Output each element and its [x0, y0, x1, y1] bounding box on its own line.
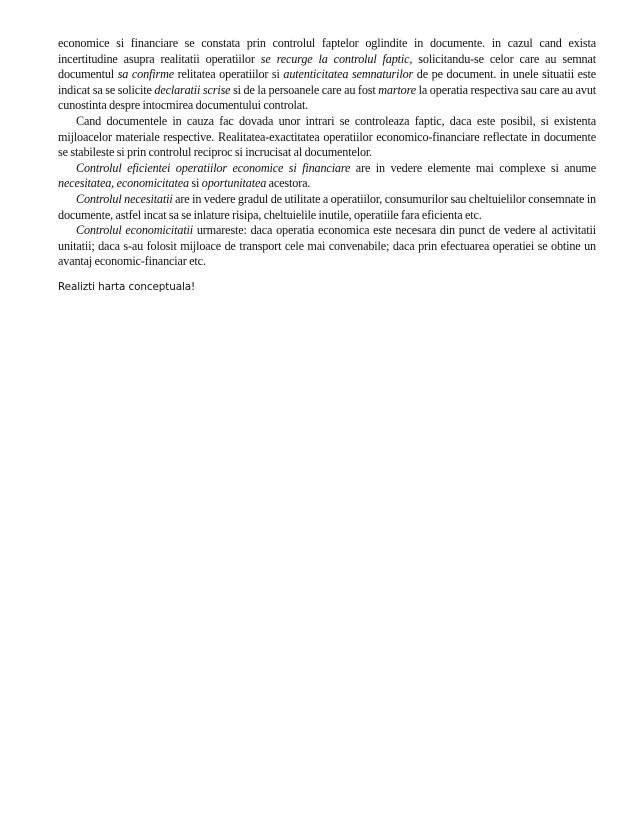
emphasis-text: martore: [378, 82, 417, 97]
emphasis-text: Controlul necesitatii: [76, 191, 173, 206]
body-text: [58, 36, 596, 270]
emphasis-text: sa confirme: [117, 67, 174, 82]
paragraph-eficienta: Controlul eficientei operatiilor economice si financiare are in vedere elemente mai complexe si anume necesitatea, economicitatea si oportunitatea acestora.: [58, 160, 596, 191]
emphasis-text: declaratii scrise: [154, 82, 231, 97]
emphasis-text: autenticitatea semnaturilor: [283, 67, 414, 82]
paragraph-economicitate: Controlul economicitatii urmareste: daca operatia economica este necesara din punct de vedere al activitatii unitatii; daca s-au folosit mijloace de transport cele mai convenabile; daca prin efectuarea operatiei se obtine un avantaj economic-financiar etc.: [58, 223, 596, 269]
paragraph-intrari: Cand documentele in cauza fac dovada unor intrari se controleaza faptic, daca este posibil, si existenta mijloacelor materiale respective. Realitatea-exactitatea operatiilor economico-financiare reflectate in documente se stabileste si prin controlul reciproc si incrucisat al documentelor.: [58, 113, 596, 160]
paragraph-faptic-control: economice si financiare se constata prin controlul faptelor oglindite in documente. in cazul cand exista incertitudine asupra realitatii operatiilor se recurge la controlul faptic, solicitandu-se celor care au semnat documentul sa confirme relitatea operatiilor si autenticitatea semnaturilor de pe document. in unele situatii este indicat sa se solicite declaratii scrise si de la persoanele care au fost martore la operatia respectiva sau care au avut cunostinta despre intocmirea documentului controlat.: [58, 36, 596, 113]
emphasis-text: Controlul eficientei operatiilor economice si financiare: [76, 160, 351, 175]
emphasis-text: se recurge la controlul faptic,: [260, 51, 413, 66]
assignment-instruction: Realizti harta conceptuala!: [58, 281, 196, 293]
emphasis-text: necesitatea, economicitatea: [58, 176, 189, 191]
emphasis-text: Controlul economicitatii: [76, 223, 194, 238]
emphasis-text: oportunitatea: [201, 176, 267, 191]
paragraph-necesitate: Controlul necesitatii are in vedere gradul de utilitate a operatiilor, consumurilor sau cheltuielilor consemnate in documente, astfel incat sa se inlature risipa, cheltuielile inutile, operatiile fara eficienta etc.: [58, 191, 596, 222]
